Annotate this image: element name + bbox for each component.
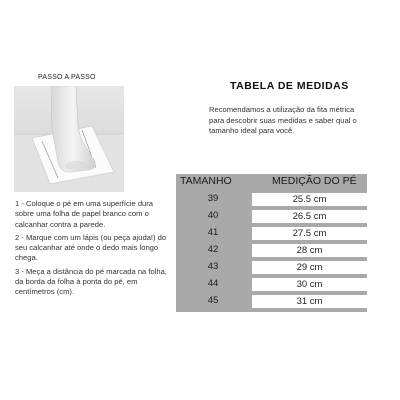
measure-cell: 25.5 cm [252, 193, 367, 207]
measure-cell: 29 cm [252, 261, 367, 275]
table-row [176, 191, 367, 206]
measure-cell: 30 cm [252, 278, 367, 292]
size-cell: 42 [207, 244, 219, 256]
measure-cell: 26.5 cm [252, 210, 367, 224]
table-header-row [176, 174, 367, 189]
table-row [176, 208, 367, 223]
size-cell: 44 [207, 278, 219, 290]
foot-on-paper-illustration [14, 86, 124, 192]
table-row [176, 293, 367, 308]
size-cell: 39 [207, 193, 219, 205]
step-1: 1 - Coloque o pé em uma superfície dura sobre uma folha de papel branco com o calcanhar contra a parede. [15, 199, 154, 229]
header-measure: MEDIÇÃO DO PÉ [272, 175, 357, 187]
measure-cell: 31 cm [252, 295, 367, 309]
table-row [176, 225, 367, 240]
table-title: TABELA DE MEDIDAS [230, 80, 349, 92]
size-cell: 43 [207, 261, 219, 273]
foot-measurement-photo [14, 86, 124, 192]
table-row [176, 259, 367, 274]
size-table [176, 174, 367, 312]
instructions [15, 199, 171, 301]
header-size: TAMANHO [180, 175, 232, 187]
table-row [176, 276, 367, 291]
size-cell: 41 [207, 227, 219, 239]
size-cell: 45 [207, 295, 219, 307]
measure-cell: 28 cm [252, 244, 367, 258]
steps-title: PASSO A PASSO [38, 74, 96, 81]
step-3: 3 - Meça a distância do pé marcada na folha, da borda da folha à ponta do pé, em centímetros (cm). [15, 266, 167, 297]
step-2: 2 - Marque com um lápis (ou peça ajuda!) do seu calcanhar até onde o dedo mais longo chega. [15, 232, 167, 263]
measure-cell: 27.5 cm [252, 227, 367, 241]
table-row [176, 242, 367, 257]
table-description: Recomendamos a utilização da fita métrica para descobrir suas medidas e saber qual o tamanho ideal para você. [209, 105, 357, 136]
size-cell: 40 [207, 210, 219, 222]
